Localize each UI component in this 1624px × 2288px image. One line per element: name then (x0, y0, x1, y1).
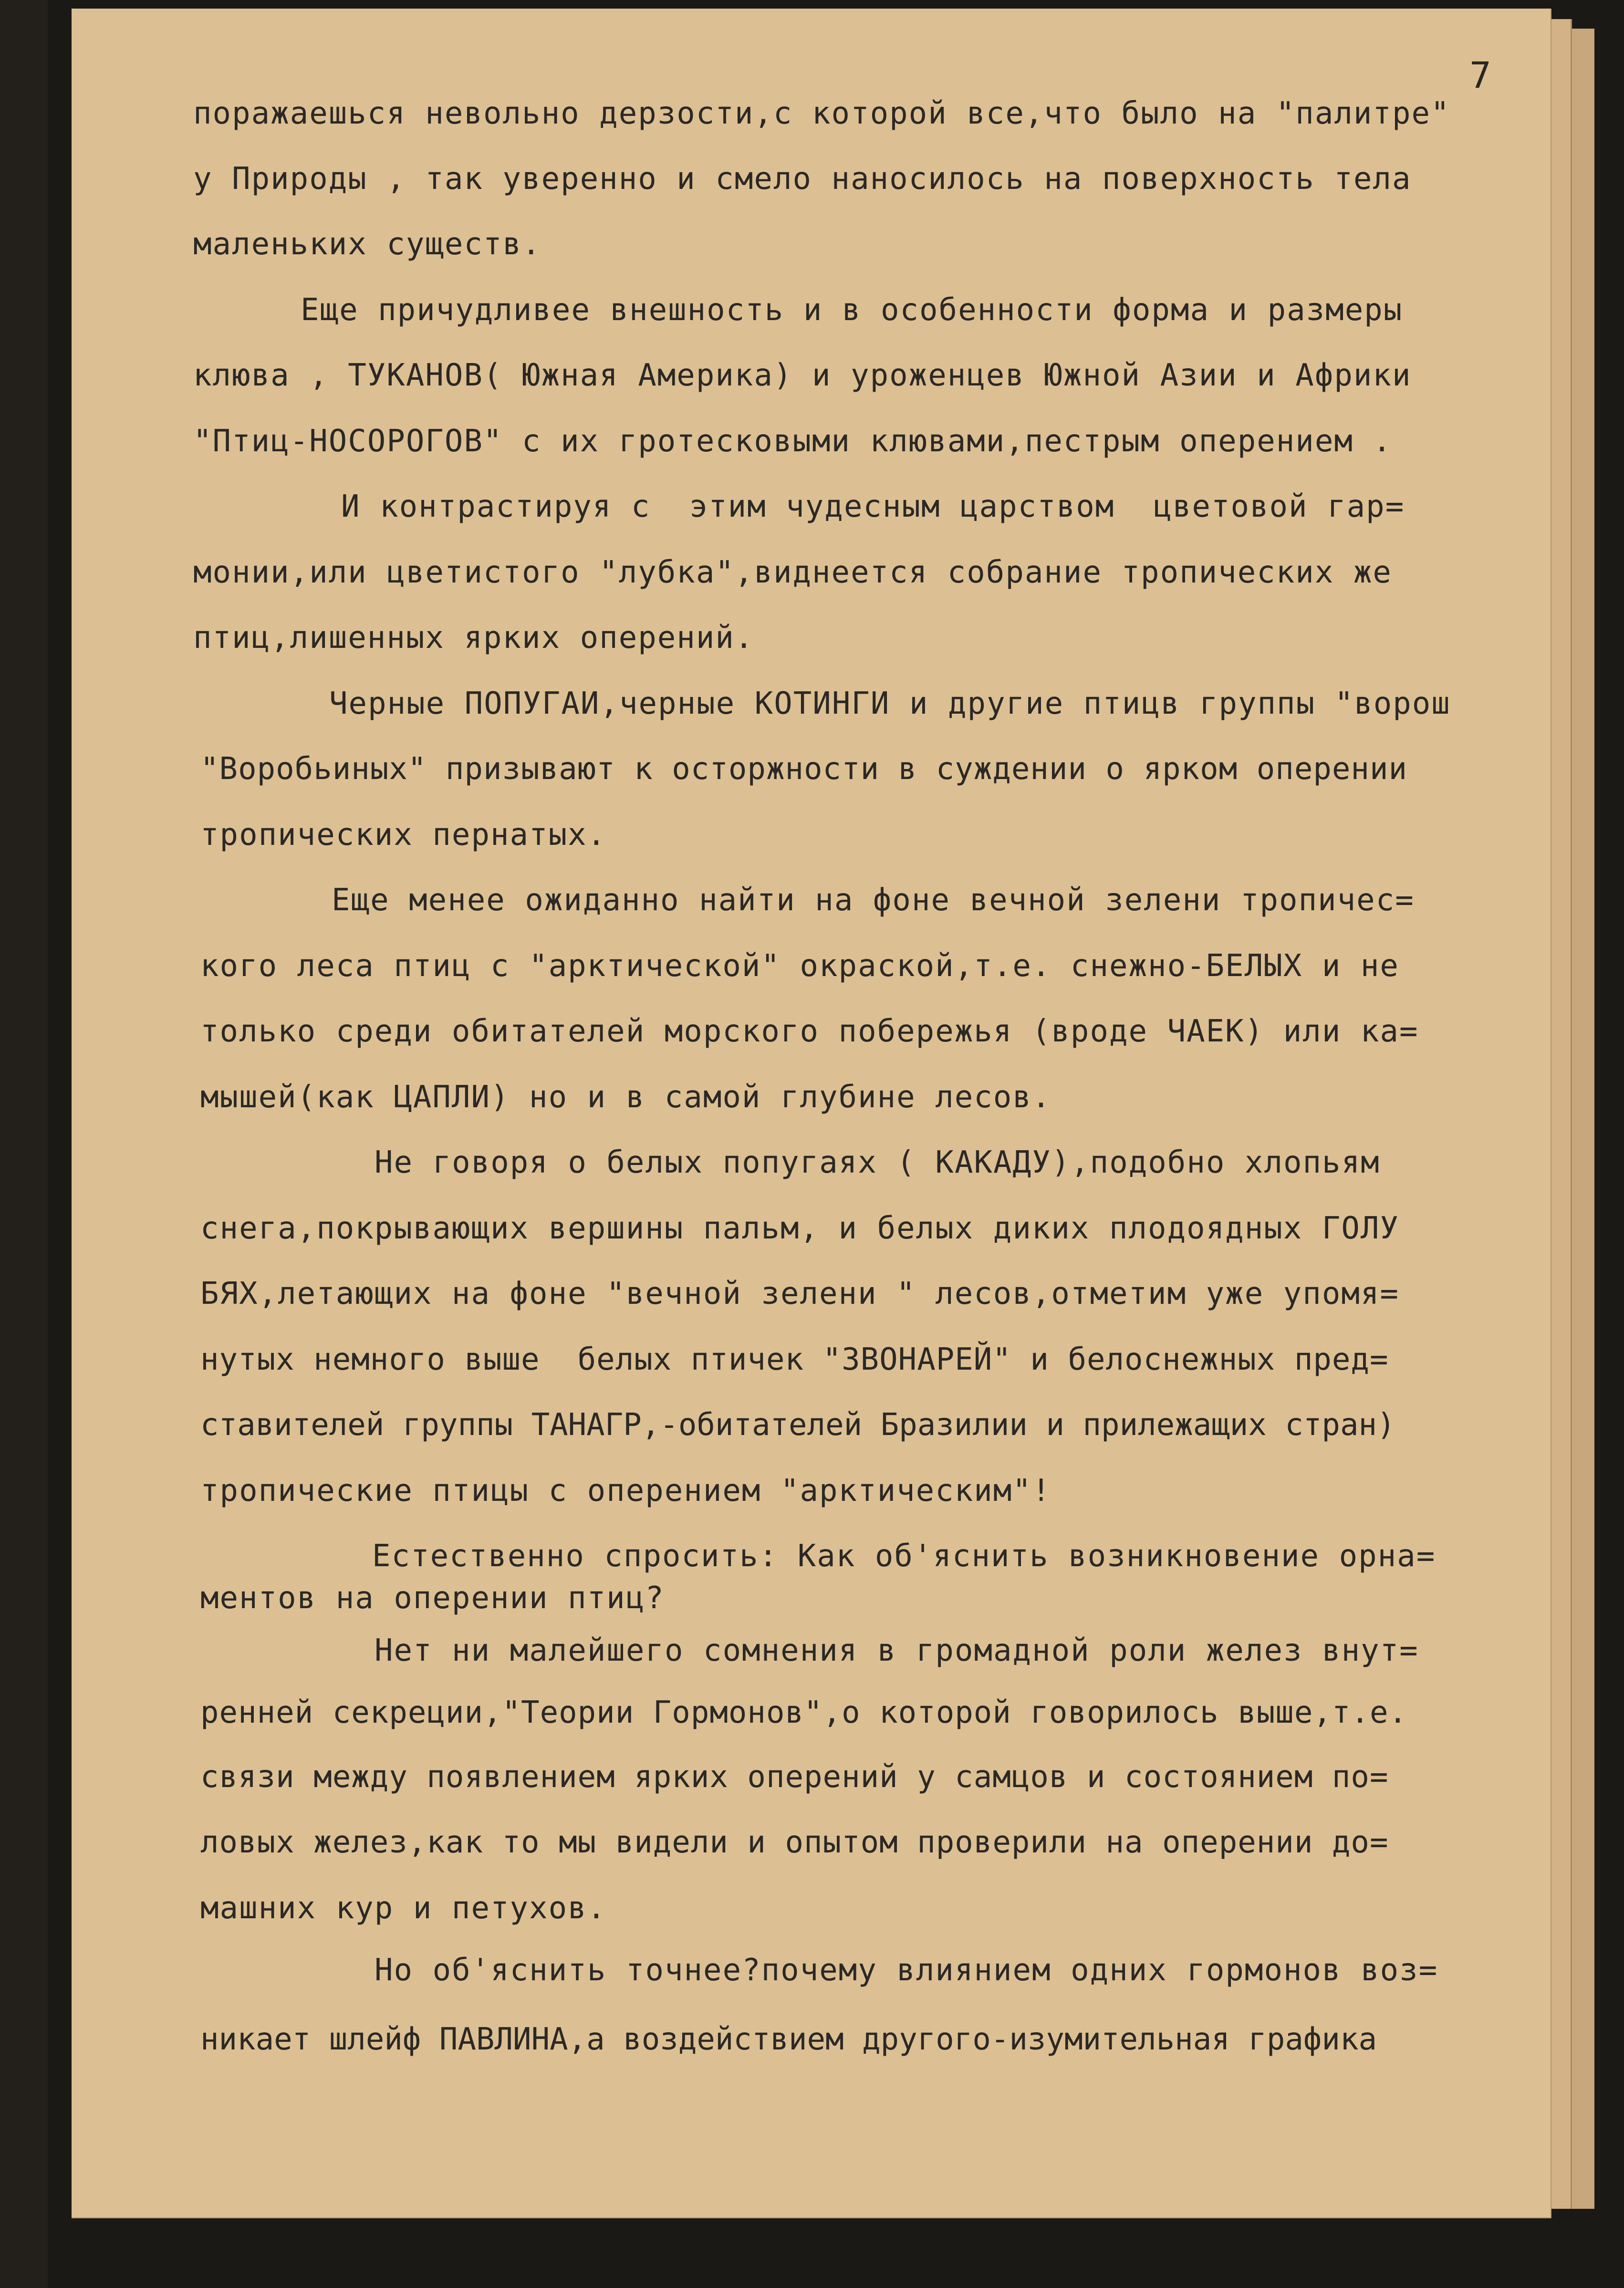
text-line: маленьких существ. (193, 227, 541, 262)
scan-background-left (0, 0, 48, 2288)
text-line: тропических пернатых. (200, 817, 607, 853)
text-line: у Природы , так уверенно и смело наносилось на поверхность тела (193, 161, 1412, 197)
text-line: снега,покрывающих вершины пальм, и белых диких плодоядных ГОЛУ (200, 1211, 1399, 1246)
text-line: монии,или цветистого "лубка",виднеется собрание тропических же (193, 555, 1392, 590)
text-line: ловых желез,как то мы видели и опытом проверили на оперении до= (200, 1825, 1389, 1860)
typewritten-page (72, 9, 1551, 2218)
text-line: никает шлейф ПАВЛИНА,а воздействием другого-изумительная графика (200, 2022, 1377, 2057)
text-line: ренней секреции,"Теории Гормонов",о которой говорилось выше,т.е. (200, 1695, 1407, 1730)
text-line: поражаешься невольно дерзости,с которой все,что было на "палитре" (193, 96, 1450, 131)
text-line: ставителей группы ТАНАГР,-обитателей Бразилии и прилежащих стран) (200, 1407, 1395, 1443)
text-line: птиц,лишенных ярких оперений. (193, 620, 754, 655)
text-line: Но об'яснить точнее?почему влиянием одних гормонов воз= (375, 1953, 1438, 1988)
text-line: Еще менее ожиданно найти на фоне вечной зелени тропичес= (332, 883, 1415, 918)
text-line: Не говоря о белых попугаях ( КАКАДУ),подобно хлопьям (375, 1145, 1380, 1180)
text-line: клюва , ТУКАНОВ( Южная Америка) и уроженцев Южной Азии и Африки (193, 358, 1412, 393)
text-line: Еще причудливее внешность и в особенности форма и размеры (301, 292, 1403, 328)
text-line: кого леса птиц с "арктической" окраской,т.е. снежно-БЕЛЫХ и не (200, 948, 1399, 984)
text-line: БЯХ,летающих на фоне "вечной зелени " лесов,отметим уже упомя= (200, 1276, 1399, 1311)
text-line: Нет ни малейшего сомнения в громадной роли желез внут= (375, 1633, 1419, 1668)
text-line: машних кур и петухов. (200, 1891, 607, 1926)
text-line: тропические птицы с оперением "арктическим"! (200, 1473, 1051, 1508)
text-line: Естественно спросить: Как об'яснить возникновение орна= (372, 1539, 1436, 1574)
text-line: мышей(как ЦАПЛИ) но и в самой глубине лесов. (200, 1080, 1051, 1115)
text-line: нутых немного выше белых птичек "ЗВОНАРЕЙ" и белоснежных пред= (200, 1342, 1389, 1377)
text-line: И контрастируя с этим чудесным царством цветовой гар= (341, 489, 1405, 524)
text-line: "Птиц-НОСОРОГОВ" с их гротесковыми клювами,пестрым оперением . (193, 424, 1392, 459)
text-line: ментов на оперении птиц? (200, 1581, 665, 1616)
text-line: Черные ПОПУГАИ,черные КОТИНГИ и другие птицв группы "ворош (329, 686, 1451, 721)
page-number: 7 (1469, 54, 1491, 96)
text-line: связи между появлением ярких оперений у самцов и состоянием по= (200, 1759, 1389, 1795)
text-line: только среди обитателей морского побережья (вроде ЧАЕК) или ка= (200, 1014, 1419, 1049)
text-line: "Воробьиных" призывают к осторжности в суждении о ярком оперении (200, 751, 1407, 787)
